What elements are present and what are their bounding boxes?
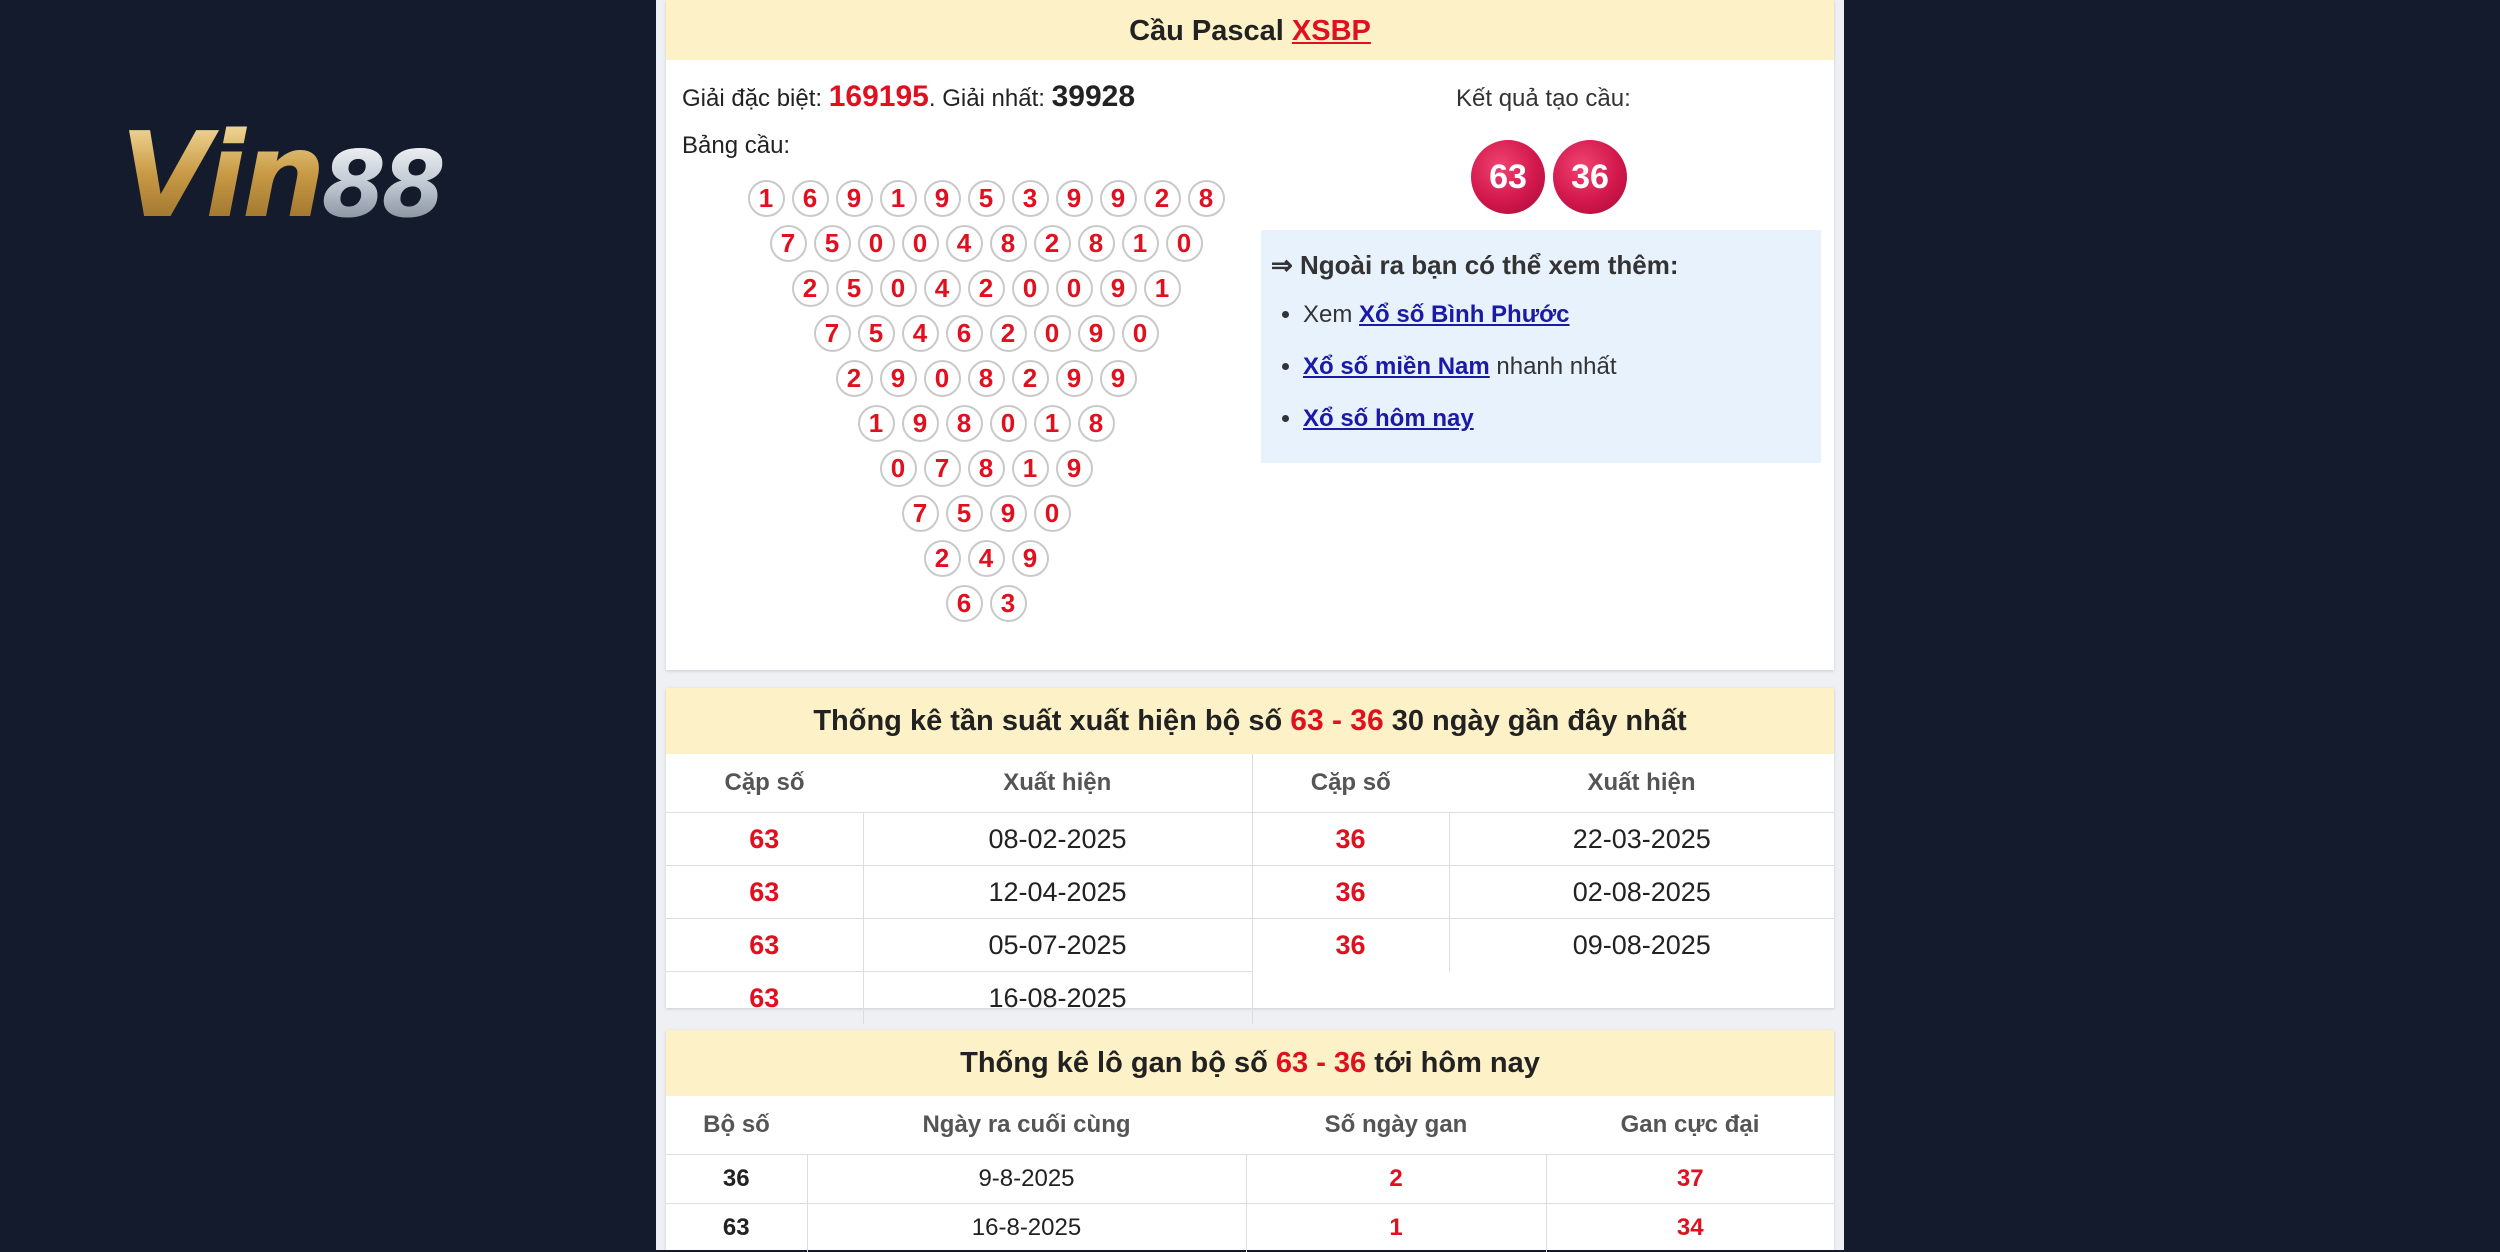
pascal-digit-ball: 0 bbox=[1034, 495, 1071, 532]
date-cell bbox=[1449, 972, 1834, 1025]
date-cell: 22-03-2025 bbox=[1449, 813, 1834, 866]
pascal-digit-ball: 6 bbox=[792, 180, 829, 217]
pascal-digit-ball: 0 bbox=[924, 360, 961, 397]
pascal-digit-ball: 0 bbox=[902, 225, 939, 262]
pascal-digit-ball: 1 bbox=[1122, 225, 1159, 262]
bo-so-cell: 63 bbox=[666, 1204, 807, 1252]
pascal-row bbox=[666, 585, 1306, 622]
date-cell: 12-04-2025 bbox=[863, 866, 1252, 919]
result-label: Kết quả tạo cầu: bbox=[1456, 85, 1631, 113]
pascal-digit-ball: 8 bbox=[1078, 225, 1115, 262]
last-date-cell: 9-8-2025 bbox=[807, 1155, 1246, 1204]
pascal-digit-ball: 0 bbox=[1056, 270, 1093, 307]
list-item-prefix: Xem bbox=[1303, 301, 1352, 328]
pascal-digit-ball: 5 bbox=[814, 225, 851, 262]
pascal-card-title bbox=[666, 0, 1834, 60]
pascal-digit-ball: 0 bbox=[1166, 225, 1203, 262]
list-item bbox=[1303, 347, 1821, 399]
list-item bbox=[1303, 399, 1821, 451]
pascal-digit-ball: 5 bbox=[836, 270, 873, 307]
pascal-title-text: Cầu Pascal bbox=[1129, 15, 1284, 47]
date-cell: 16-08-2025 bbox=[863, 972, 1252, 1025]
see-more-box bbox=[1261, 230, 1821, 463]
result-ball: 36 bbox=[1553, 140, 1627, 214]
pascal-row bbox=[666, 495, 1306, 532]
pascal-row bbox=[666, 180, 1306, 217]
result-ball: 63 bbox=[1471, 140, 1545, 214]
pascal-digit-ball: 4 bbox=[924, 270, 961, 307]
pair-cell: 36 bbox=[1252, 813, 1449, 866]
lo-gan-title-suffix: tới hôm nay bbox=[1374, 1047, 1540, 1079]
pascal-digit-ball: 1 bbox=[1034, 405, 1071, 442]
table-header-row bbox=[666, 754, 1834, 813]
see-more-title: ⇒ Ngoài ra bạn có thể xem thêm: bbox=[1271, 250, 1821, 281]
bang-cau-label: Bảng cầu: bbox=[682, 132, 790, 160]
pascal-row bbox=[666, 270, 1306, 307]
see-more-list bbox=[1271, 295, 1821, 451]
pascal-digit-ball: 2 bbox=[990, 315, 1027, 352]
pascal-digit-ball: 5 bbox=[858, 315, 895, 352]
frequency-card-title bbox=[666, 688, 1834, 754]
date-cell: 05-07-2025 bbox=[863, 919, 1252, 972]
pascal-digit-ball: 7 bbox=[814, 315, 851, 352]
special-prize-value: 169195 bbox=[829, 80, 929, 113]
table-row bbox=[666, 813, 1834, 866]
list-item-suffix: nhanh nhất bbox=[1496, 353, 1616, 380]
pascal-digit-ball: 8 bbox=[946, 405, 983, 442]
result-balls bbox=[1471, 140, 1627, 214]
table-row bbox=[666, 972, 1834, 1025]
column-header: Ngày ra cuối cùng bbox=[807, 1096, 1246, 1155]
lo-gan-card bbox=[666, 1030, 1834, 1250]
list-item bbox=[1303, 295, 1821, 347]
column-header: Bộ số bbox=[666, 1096, 807, 1155]
table-row bbox=[666, 1204, 1834, 1252]
last-date-cell: 16-8-2025 bbox=[807, 1204, 1246, 1252]
prize-separator: . bbox=[929, 85, 936, 112]
pascal-digit-ball: 2 bbox=[1012, 360, 1049, 397]
pair-cell: 63 bbox=[666, 813, 863, 866]
pair-cell: 63 bbox=[666, 866, 863, 919]
table-row bbox=[666, 1155, 1834, 1204]
pascal-digit-ball: 4 bbox=[968, 540, 1005, 577]
gan-days-cell: 2 bbox=[1246, 1155, 1546, 1204]
prize-line bbox=[682, 80, 1135, 114]
column-header: Cặp số bbox=[666, 754, 863, 813]
pascal-row bbox=[666, 315, 1306, 352]
pascal-digit-ball: 1 bbox=[880, 180, 917, 217]
pascal-digit-ball: 0 bbox=[990, 405, 1027, 442]
pair-cell: 63 bbox=[666, 972, 863, 1025]
pascal-digit-ball: 9 bbox=[1078, 315, 1115, 352]
column-header: Gan cực đại bbox=[1546, 1096, 1834, 1155]
frequency-card bbox=[666, 688, 1834, 1008]
pascal-digit-ball: 9 bbox=[1100, 270, 1137, 307]
pascal-digit-ball: 0 bbox=[858, 225, 895, 262]
xo-so-hom-nay-link[interactable]: Xổ số hôm nay bbox=[1303, 405, 1474, 432]
pascal-digit-ball: 2 bbox=[836, 360, 873, 397]
column-header: Số ngày gan bbox=[1246, 1096, 1546, 1155]
pascal-digit-ball: 8 bbox=[990, 225, 1027, 262]
pascal-digit-ball: 7 bbox=[902, 495, 939, 532]
pascal-digit-ball: 6 bbox=[946, 585, 983, 622]
bo-so-cell: 36 bbox=[666, 1155, 807, 1204]
lo-gan-card-title bbox=[666, 1030, 1834, 1096]
content-panel bbox=[656, 0, 1844, 1250]
pascal-digit-ball: 3 bbox=[990, 585, 1027, 622]
pascal-digit-ball: 2 bbox=[924, 540, 961, 577]
pascal-digit-ball: 9 bbox=[924, 180, 961, 217]
pascal-digit-ball: 9 bbox=[1100, 360, 1137, 397]
lo-gan-title-prefix: Thống kê lô gan bộ số bbox=[960, 1047, 1268, 1079]
pascal-digit-ball: 8 bbox=[968, 450, 1005, 487]
pascal-row bbox=[666, 405, 1306, 442]
pascal-digit-ball: 8 bbox=[1188, 180, 1225, 217]
date-cell: 08-02-2025 bbox=[863, 813, 1252, 866]
pascal-digit-ball: 4 bbox=[946, 225, 983, 262]
pascal-digit-ball: 9 bbox=[1056, 180, 1093, 217]
frequency-title-prefix: Thống kê tần suất xuất hiện bộ số bbox=[813, 705, 1282, 737]
pascal-card bbox=[666, 0, 1834, 670]
frequency-table bbox=[666, 754, 1834, 1024]
max-gan-cell: 37 bbox=[1546, 1155, 1834, 1204]
pascal-digit-ball: 5 bbox=[946, 495, 983, 532]
gan-days-cell: 1 bbox=[1246, 1204, 1546, 1252]
pascal-triangle bbox=[666, 180, 1306, 630]
pascal-digit-ball: 1 bbox=[748, 180, 785, 217]
column-header: Xuất hiện bbox=[1449, 754, 1834, 813]
frequency-title-pair: 63 - 36 bbox=[1290, 704, 1383, 737]
table-header-row bbox=[666, 1096, 1834, 1155]
logo-text-vin: Vin bbox=[120, 106, 322, 244]
max-gan-cell: 34 bbox=[1546, 1204, 1834, 1252]
vin88-logo bbox=[120, 115, 490, 235]
pascal-digit-ball: 9 bbox=[1100, 180, 1137, 217]
first-prize-label: Giải nhất: bbox=[942, 85, 1045, 112]
pascal-digit-ball: 2 bbox=[1144, 180, 1181, 217]
pascal-digit-ball: 3 bbox=[1012, 180, 1049, 217]
pascal-digit-ball: 0 bbox=[1034, 315, 1071, 352]
pascal-row bbox=[666, 450, 1306, 487]
pascal-digit-ball: 8 bbox=[968, 360, 1005, 397]
pascal-digit-ball: 9 bbox=[880, 360, 917, 397]
special-prize-label: Giải đặc biệt: bbox=[682, 85, 822, 112]
pascal-digit-ball: 2 bbox=[1034, 225, 1071, 262]
pascal-digit-ball: 1 bbox=[858, 405, 895, 442]
pascal-digit-ball: 9 bbox=[990, 495, 1027, 532]
pascal-digit-ball: 0 bbox=[880, 270, 917, 307]
xo-so-binh-phuoc-link[interactable]: Xổ số Bình Phước bbox=[1359, 301, 1569, 328]
lo-gan-title-pair: 63 - 36 bbox=[1276, 1047, 1366, 1079]
date-cell: 09-08-2025 bbox=[1449, 919, 1834, 972]
pascal-row bbox=[666, 360, 1306, 397]
pascal-digit-ball: 2 bbox=[792, 270, 829, 307]
pascal-digit-ball: 9 bbox=[1056, 450, 1093, 487]
pascal-digit-ball: 0 bbox=[1122, 315, 1159, 352]
pascal-digit-ball: 7 bbox=[770, 225, 807, 262]
pascal-digit-ball: 4 bbox=[902, 315, 939, 352]
pascal-digit-ball: 8 bbox=[1078, 405, 1115, 442]
date-cell: 02-08-2025 bbox=[1449, 866, 1834, 919]
pascal-digit-ball: 1 bbox=[1144, 270, 1181, 307]
pair-cell: 36 bbox=[1252, 919, 1449, 972]
pascal-digit-ball: 9 bbox=[1012, 540, 1049, 577]
frequency-title-suffix: 30 ngày gần đây nhất bbox=[1392, 705, 1687, 737]
pascal-digit-ball: 1 bbox=[1012, 450, 1049, 487]
logo-text-88: 88 bbox=[322, 131, 442, 238]
first-prize-value: 39928 bbox=[1052, 80, 1135, 113]
pair-cell bbox=[1252, 972, 1449, 1025]
pascal-digit-ball: 9 bbox=[1056, 360, 1093, 397]
pascal-digit-ball: 0 bbox=[1012, 270, 1049, 307]
pascal-digit-ball: 6 bbox=[946, 315, 983, 352]
pair-cell: 63 bbox=[666, 919, 863, 972]
xsbp-link[interactable]: XSBP bbox=[1292, 15, 1371, 47]
table-row bbox=[666, 919, 1834, 972]
column-header: Xuất hiện bbox=[863, 754, 1252, 813]
column-header: Cặp số bbox=[1252, 754, 1449, 813]
table-row bbox=[666, 866, 1834, 919]
pascal-digit-ball: 7 bbox=[924, 450, 961, 487]
pair-cell: 36 bbox=[1252, 866, 1449, 919]
pascal-digit-ball: 9 bbox=[836, 180, 873, 217]
pascal-digit-ball: 0 bbox=[880, 450, 917, 487]
pascal-row bbox=[666, 540, 1306, 577]
pascal-digit-ball: 5 bbox=[968, 180, 1005, 217]
pascal-digit-ball: 2 bbox=[968, 270, 1005, 307]
pascal-digit-ball: 9 bbox=[902, 405, 939, 442]
pascal-row bbox=[666, 225, 1306, 262]
lo-gan-table bbox=[666, 1096, 1834, 1252]
xo-so-mien-nam-link[interactable]: Xổ số miền Nam bbox=[1303, 353, 1490, 380]
